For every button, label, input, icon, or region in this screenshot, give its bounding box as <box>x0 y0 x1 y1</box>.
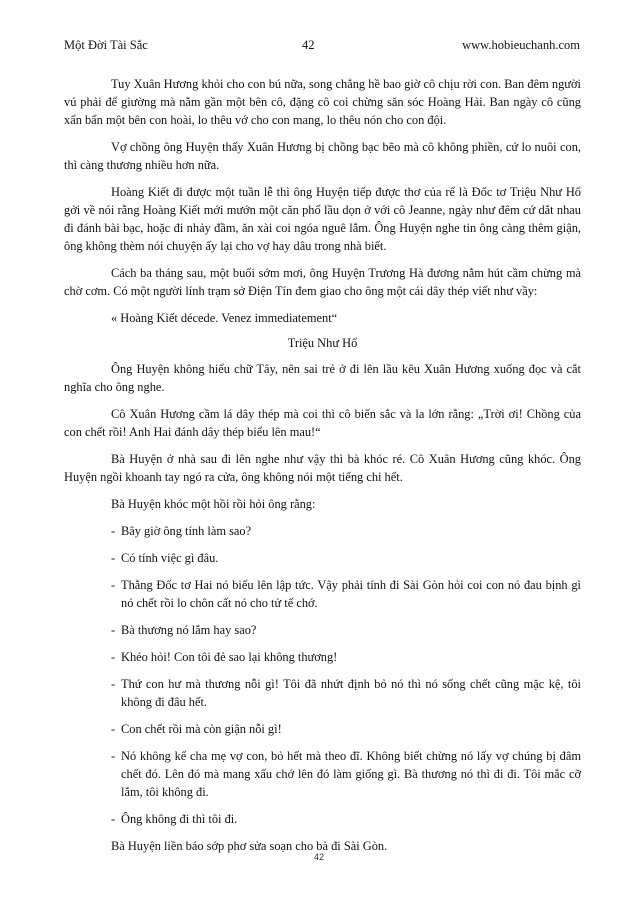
dialogue-text: Nó không kể cha mẹ vợ con, bỏ hết mà theo đĩ. Không biết chừng nó lấy vợ chúng bị đâm chết đó. Lên đó mà mang xấu chớ lên đó làm giống gì. Bà thương nó thì đi đi. Tôi mắc cỡ lắm, tôi không đi. <box>121 749 581 799</box>
paragraph-2: Vợ chồng ông Huyện thấy Xuân Hương bị chồng bạc bẽo mà cô không phiền, cứ lo nuôi con, thì càng thương nhiều hơn nữa. <box>64 140 581 172</box>
dash-marker: - <box>111 812 116 826</box>
dash-marker: - <box>111 650 116 664</box>
dialogue-text: Khéo hỏi! Con tôi đẻ sao lại không thương! <box>121 650 338 664</box>
telegram-text: « Hoàng Kiết décede. Venez immediatement“ <box>111 311 338 325</box>
dash-marker: - <box>111 722 116 736</box>
dialogue-line <box>64 747 581 801</box>
dialogue-intro: Bà Huyện khóc một hồi rồi hỏi ông rằng: <box>111 497 316 511</box>
page-body <box>64 75 581 864</box>
dialogue-line <box>64 621 581 639</box>
dash-marker: - <box>111 677 116 691</box>
dash-marker: - <box>111 749 116 763</box>
book-title: Một Đời Tài Sắc <box>64 38 148 52</box>
paragraph-3: Hoàng Kiết đi được một tuần lễ thì ông Huyện tiếp được thơ của rể là Đốc tơ Triệu Như Hổ gởi về nói rằng Hoàng Kiết mới mướn một căn phố lầu dọn ở với cô Jeanne, ngày như đêm cứ dắt nhau đi đánh bài bạc, hoặc đi nhảy đầm, ăn xài coi ngóa nguê lắm. Ông Huyện nghe tin ông càng thêm giận, ông không thèm nói chuyện ấy lại cho vợ hay dâu trong nhà biết. <box>64 185 581 253</box>
dialogue-text: Con chết rồi mà còn giận nỗi gì! <box>121 722 282 736</box>
dialogue-list <box>64 522 581 828</box>
dialogue-line <box>64 576 581 612</box>
dialogue-line <box>64 648 581 666</box>
dash-marker: - <box>111 623 116 637</box>
paragraph-6: Cô Xuân Hương cầm lá dây thép mà coi thì cô biến sắc và la lớn rằng: „Trời ơi! Chồng của con chết rồi! Anh Hai đánh dây thép biểu lên mau!“ <box>64 407 581 439</box>
website-url: www.hobieuchanh.com <box>462 38 580 52</box>
footer-page-number: 42 <box>313 852 324 862</box>
dialogue-text: Thứ con hư mà thương nỗi gì! Tôi đã nhứt định bỏ nó thì nó sống chết cũng mặc kệ, tôi không đi đâu hết. <box>121 677 581 709</box>
telegram-signature: Triệu Như Hổ <box>287 336 358 350</box>
dash-marker: - <box>111 524 116 538</box>
dash-marker: - <box>111 551 116 565</box>
closing-paragraph: Bà Huyện liền báo sớp phơ sửa soạn cho bà đi Sài Gòn. <box>111 839 388 853</box>
header-page-number: 42 <box>302 38 315 52</box>
dialogue-text: Thằng Đốc tơ Hai nó biểu lên lập tức. Vậy phải tính đi Sài Gòn hỏi coi con nó đau bịnh gì nó chết rồi lo chôn cất nó cho tử tế chớ. <box>121 578 581 610</box>
dialogue-text: Ông không đi thì tôi đi. <box>121 812 238 826</box>
dialogue-line <box>64 675 581 711</box>
paragraph-4: Cách ba tháng sau, một buổi sớm mơi, ông Huyện Trương Hà đương nằm hút cầm chừng mà chờ cơm. Có một người lính trạm sở Điện Tín đem giao cho ông một cái dây thép viết như vầy: <box>64 266 581 298</box>
paragraph-7: Bà Huyện ở nhà sau đi lên nghe như vậy thì bà khóc ré. Cô Xuân Hương cũng khóc. Ông Huyện ngồi khoanh tay ngó ra cửa, ông không nói một tiếng chi hết. <box>64 452 581 484</box>
dialogue-text: Bây giờ ông tính làm sao? <box>121 524 252 538</box>
dialogue-line <box>64 549 581 567</box>
paragraph-5: Ông Huyện không hiểu chữ Tây, nên sai trẻ ở đi lên lầu kêu Xuân Hương xuống đọc và cắt nghĩa cho ông nghe. <box>64 362 581 394</box>
dash-marker: - <box>111 578 116 592</box>
dialogue-line <box>64 810 581 828</box>
dialogue-text: Có tính việc gì đâu. <box>121 551 219 565</box>
page-header <box>64 38 580 56</box>
dialogue-line <box>64 522 581 540</box>
paragraph-1: Tuy Xuân Hương khỏi cho con bú nữa, song chẳng hề bao giờ cô chịu rời con. Ban đêm người vú phải để giường mà nằm gần một bên cô, đặng cô coi chừng săn sóc Hoàng Hải. Ban ngày cô cũng xẩn bẩn một bên con hoài, lo thêu vớ cho con mang, lo thêu nón cho con đội. <box>64 77 581 127</box>
dialogue-text: Bà thương nó lắm hay sao? <box>121 623 257 637</box>
dialogue-line <box>64 720 581 738</box>
